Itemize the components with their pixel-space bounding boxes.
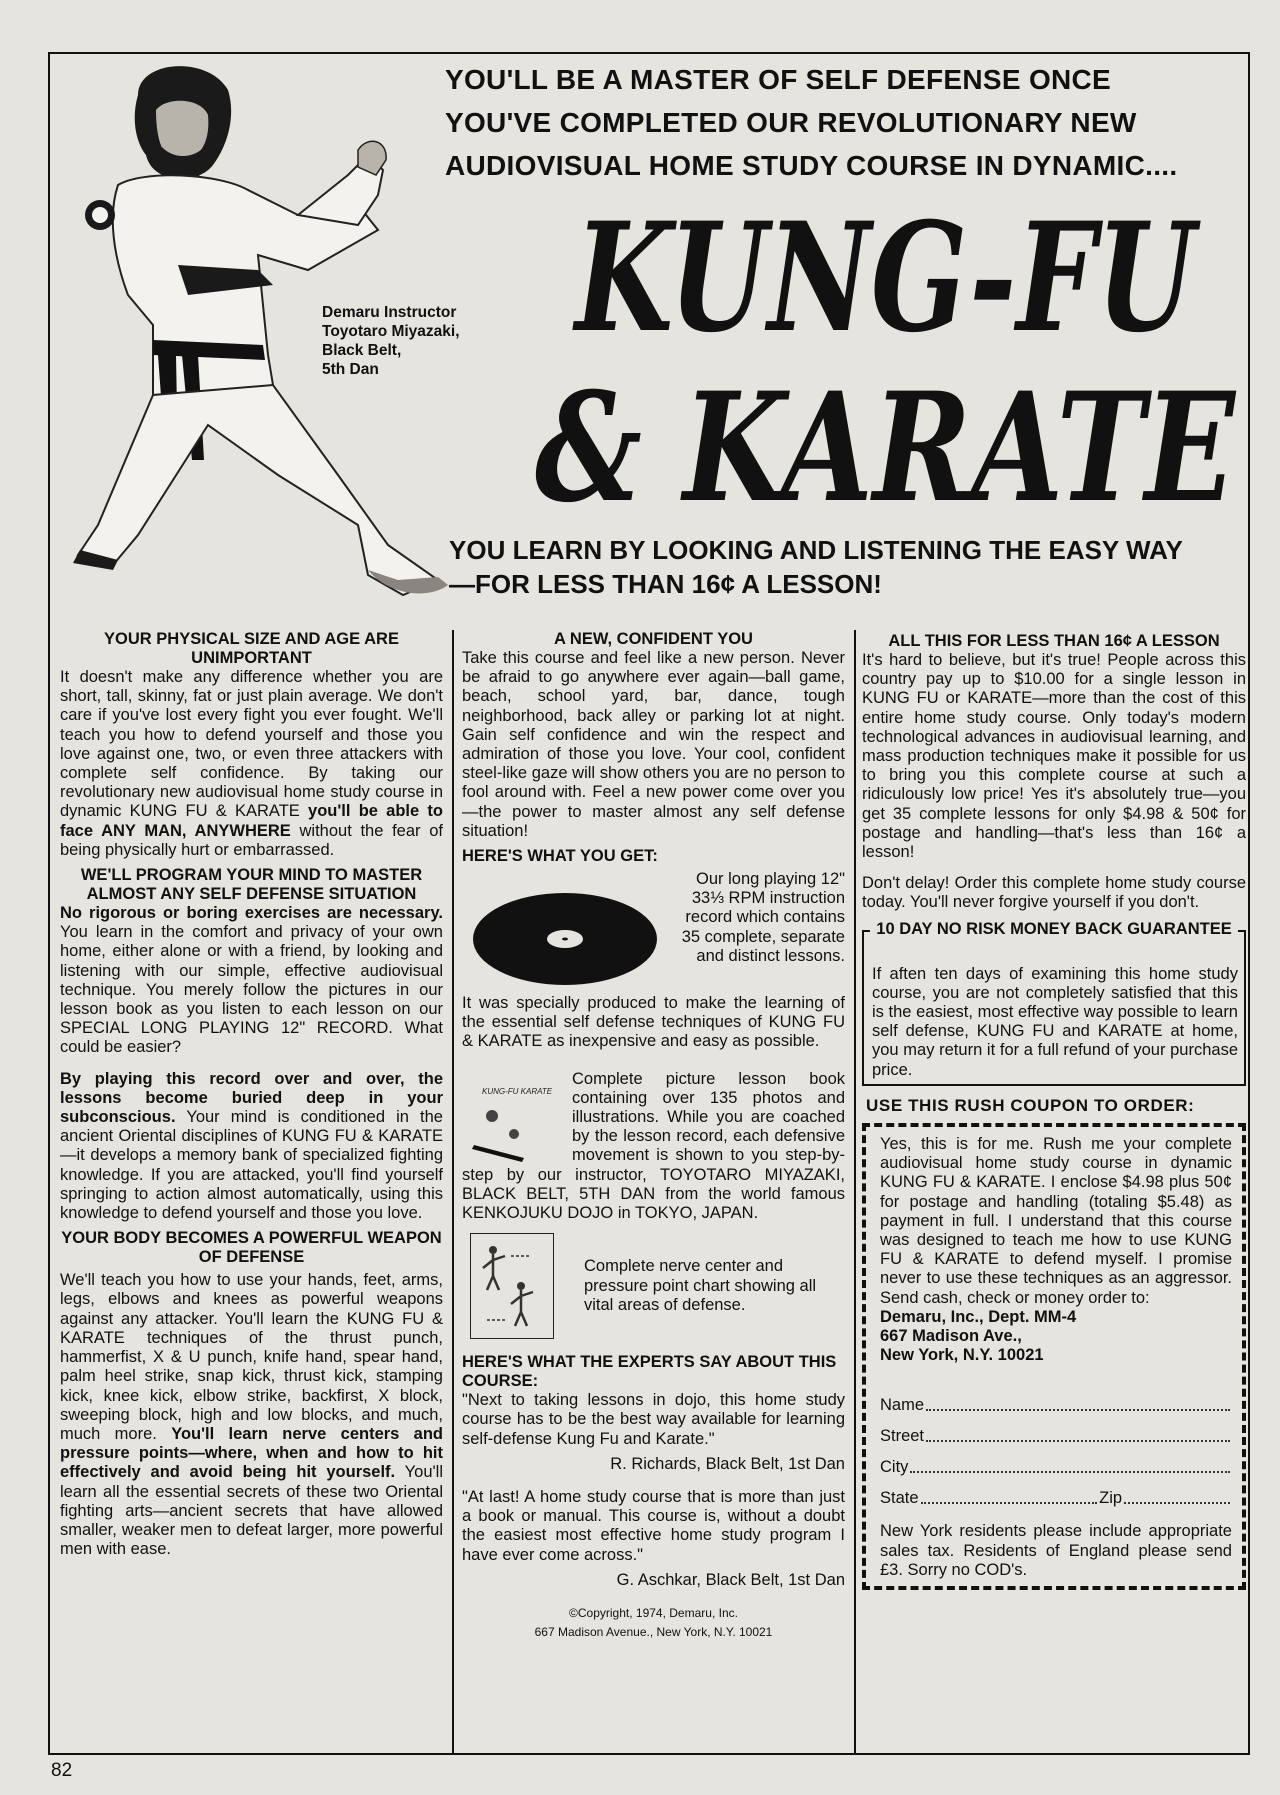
testimonial: "Next to taking lessons in dojo, this home study course has to be the best way available for learning self-defense Kung Fu and Karate."	[462, 1391, 845, 1448]
copyright-address: 667 Madison Avenue., New York, N.Y. 10021	[534, 1625, 773, 1640]
field-label: Street	[880, 1426, 925, 1445]
body-emphasis: By playing this record over and over, the lessons become buried deep in your subconscious.	[60, 1069, 443, 1127]
book-cover-label: KUNG-FU KARATE	[482, 1086, 553, 1096]
headline	[445, 58, 1225, 187]
guarantee-text: If aften ten days of examining this home study course, you are not completely satisfied that this is the easiest, most effective way possible to learn self defense, KUNG FU and KARATE at home, you may return it for a full refund of your purchase price.	[872, 964, 1238, 1079]
testimonial-author: G. Aschkar, Black Belt, 1st Dan	[616, 1570, 845, 1589]
caption-line: Toyotaro Miyazaki,	[322, 323, 460, 340]
subhead-line: —FOR LESS THAN 16¢ A LESSON!	[449, 569, 882, 599]
coupon-heading: USE THIS RUSH COUPON TO ORDER:	[866, 1095, 1195, 1115]
caption-line: Black Belt,	[322, 342, 402, 359]
address-line: 667 Madison Ave.,	[880, 1327, 1022, 1346]
guarantee-title: 10 DAY NO RISK MONEY BACK GUARANTEE	[864, 920, 1244, 939]
body-paragraph: Don't delay! Order this complete home study course today. You'll never forgive yourself if you don't.	[862, 874, 1246, 912]
field-label: City	[880, 1457, 909, 1476]
body-paragraph	[60, 1271, 443, 1559]
body-emphasis: You'll learn nerve centers and pressure points—where, when and how to hit effectively and avoid being hit yourself.	[60, 1424, 444, 1482]
guarantee-box	[862, 919, 1246, 1086]
record-item	[462, 870, 845, 994]
headline-line: AUDIOVISUAL HOME STUDY COURSE IN DYNAMIC....	[445, 150, 1178, 181]
street-field[interactable]	[880, 1427, 1232, 1446]
body-paragraph	[60, 904, 443, 1058]
body-paragraph: It was specially produced to make the learning of the essential self defense techniques of KUNG FU & KARATE as inexpensive and easy as possible.	[462, 994, 845, 1051]
column-divider	[854, 630, 856, 1755]
body-emphasis: No rigorous or boring exercises are necessary.	[60, 904, 443, 923]
testimonial-author: R. Richards, Black Belt, 1st Dan	[610, 1454, 845, 1473]
body-text: We'll teach you how to use your hands, feet, arms, legs, elbows and knees as powerful weapons against any attacker. You'll learn the KUNG FU & KARATE techniques of the thrust punch, hammerfist, X & U punch, knife hand, spear hand, palm heel strike, snap kick, thrust kick, stamping kick, knee kick, elbow strike, backfirst, X block, sweeping block, high and low blocks, and much, much more.	[60, 1271, 443, 1443]
section-heading: ALL THIS FOR LESS THAN 16¢ A LESSON	[888, 632, 1220, 650]
body-paragraph: It's hard to believe, but it's true! People across this country pay up to $10.00 for a single lesson in KUNG FU or KARATE—more than the cost of this entire home study course. Only today's modern technological advances in audiovisual learning, and mass production techniques make it possible for us to bring you this complete course at such a ridiculously low price! Yes it's absolutely true—you get 35 complete lessons for only $4.98 & 50¢ for postage and handling—that's less than 16¢ a lesson!	[862, 651, 1246, 862]
address-line: Demaru, Inc., Dept. MM-4	[880, 1307, 1077, 1326]
caption-line: Demaru Instructor	[322, 304, 457, 321]
mail-address	[880, 1308, 1232, 1366]
name-field[interactable]	[880, 1396, 1232, 1415]
column-left	[60, 630, 443, 1565]
subhead-line: YOU LEARN BY LOOKING AND LISTENING THE EASY WAY	[449, 535, 1183, 565]
page-number: 82	[51, 1760, 73, 1781]
record-disc-icon	[470, 884, 660, 994]
section-heading: YOUR BODY BECOMES A POWERFUL WEAPON OF DEFENSE	[61, 1229, 442, 1267]
coupon-text: Yes, this is for me. Rush me your complete audiovisual home study course in dynamic KUNG FU & KARATE. I enclose $4.98 plus 50¢ for postage and handling (totaling $5.48) as payment in full. I understand that this course was designed to teach me how to use KUNG FU & KARATE to defend myself. I promise never to use these techniques as an aggressor. Send cash, check or money order to:	[880, 1135, 1232, 1307]
subheadline	[449, 533, 1249, 601]
caption-line: 5th Dan	[322, 361, 379, 378]
photo-caption	[322, 303, 472, 379]
section-heading: HERE'S WHAT YOU GET:	[462, 847, 658, 866]
body-text: It doesn't make any difference whether you are short, tall, skinny, fat or just plain average. We don't care if you've lost every fight you ever fought. We'll teach you how to defend yourself and those you love against one, two, or even three attackers with complete self confidence. By taking our revolutionary new audiovisual home study course in dynamic KUNG FU & KARATE	[60, 668, 443, 821]
section-heading: WE'LL PROGRAM YOUR MIND TO MASTER ALMOST ANY SELF DEFENSE SITUATION	[80, 866, 423, 904]
section-heading: A NEW, CONFIDENT YOU	[554, 630, 753, 648]
brand-line-2: & KARATE	[535, 360, 1238, 520]
copyright-notice	[462, 1604, 845, 1642]
testimonial: "At last! A home study course that is more than just a book or manual. This course is, without a doubt the easiest most effective home study program I have ever come across."	[462, 1488, 845, 1564]
nerve-chart-description: Complete nerve center and pressure point chart showing all vital areas of defense.	[584, 1257, 817, 1314]
field-label: Zip	[1099, 1489, 1123, 1508]
body-text: without the fear of being physically hurt or embarrassed.	[60, 821, 443, 859]
pressure-point-chart-icon	[470, 1233, 554, 1339]
body-paragraph: Take this course and feel like a new person. Never be afraid to go anywhere ever again—ball game, beach, school yard, bar, dance, tough neighborhood, back alley or parking lot at night. Gain self confidence and win the respect and admiration of those you love. Your cool, confident steel-like gaze will show others you are no person to fool around with. Feel a new power come over you—the power to master almost any self defense situation!	[462, 649, 845, 840]
order-coupon	[862, 1123, 1246, 1590]
body-text: You'll learn all the essential secrets of these two Oriental fighting arts—ancient secrets that have allowed smaller, weaker men to defeat larger, more powerful men with ease.	[60, 1463, 443, 1559]
body-emphasis: you'll be able to face ANY MAN, ANYWHERE	[60, 802, 443, 840]
lesson-book-item	[462, 1070, 845, 1224]
nerve-chart-item	[462, 1233, 845, 1339]
column-middle	[462, 630, 845, 1642]
state-zip-field[interactable]	[880, 1489, 1232, 1508]
column-divider	[452, 630, 454, 1755]
brand-title	[525, 190, 1245, 520]
field-label: State	[880, 1489, 919, 1508]
copyright-line: ©Copyright, 1974, Demaru, Inc.	[569, 1606, 738, 1621]
record-description: Our long playing 12" 33⅓ RPM instruction record which contains 35 complete, separate and distinct lessons.	[681, 870, 845, 965]
address-line: New York, N.Y. 10021	[880, 1346, 1044, 1365]
headline-line: YOU'LL BE A MASTER OF SELF DEFENSE ONCE	[445, 64, 1112, 95]
lesson-book-description: Complete picture lesson book containing over 135 photos and illustrations. While you are coached by the lesson record, each defensive movement is shown to you step-by-step by our instructor, TOYOTARO MIYAZAKI, BLACK BELT, 5TH DAN from the world famous KENKOJUKU DOJO in TOKYO, JAPAN.	[462, 1069, 845, 1223]
field-label: Name	[880, 1395, 925, 1414]
body-paragraph	[60, 668, 443, 860]
body-text: You learn in the comfort and privacy of your own home, either alone or with a friend, by looking and listening with our simple, effective audiovisual technique. You merely follow the pictures in our lesson book as you listen to each lesson on our SPECIAL LONG PLAYING 12" RECORD. What could be easier?	[60, 923, 443, 1057]
section-heading: YOUR PHYSICAL SIZE AND AGE ARE UNIMPORTANT	[104, 630, 399, 667]
headline-line: YOU'VE COMPLETED OUR REVOLUTIONARY NEW	[445, 107, 1137, 138]
lesson-book-icon	[462, 1074, 562, 1164]
body-text: Your mind is conditioned in the ancient Oriental disciplines of KUNG FU & KARATE—it develops a memory bank of specialized fighting knowledge. If you are attacked, you'll find yourself springing to action almost automatically, using this knowledge to defend yourself and those you love.	[60, 1108, 443, 1223]
column-right	[862, 632, 1246, 1590]
section-heading: HERE'S WHAT THE EXPERTS SAY ABOUT THIS COURSE:	[462, 1353, 837, 1391]
city-field[interactable]	[880, 1458, 1232, 1477]
coupon-note: New York residents please include appropriate sales tax. Residents of England please send £3. Sorry no COD's.	[880, 1522, 1232, 1579]
brand-line-1: KUNG-FU	[571, 190, 1202, 366]
body-paragraph	[60, 1070, 443, 1224]
